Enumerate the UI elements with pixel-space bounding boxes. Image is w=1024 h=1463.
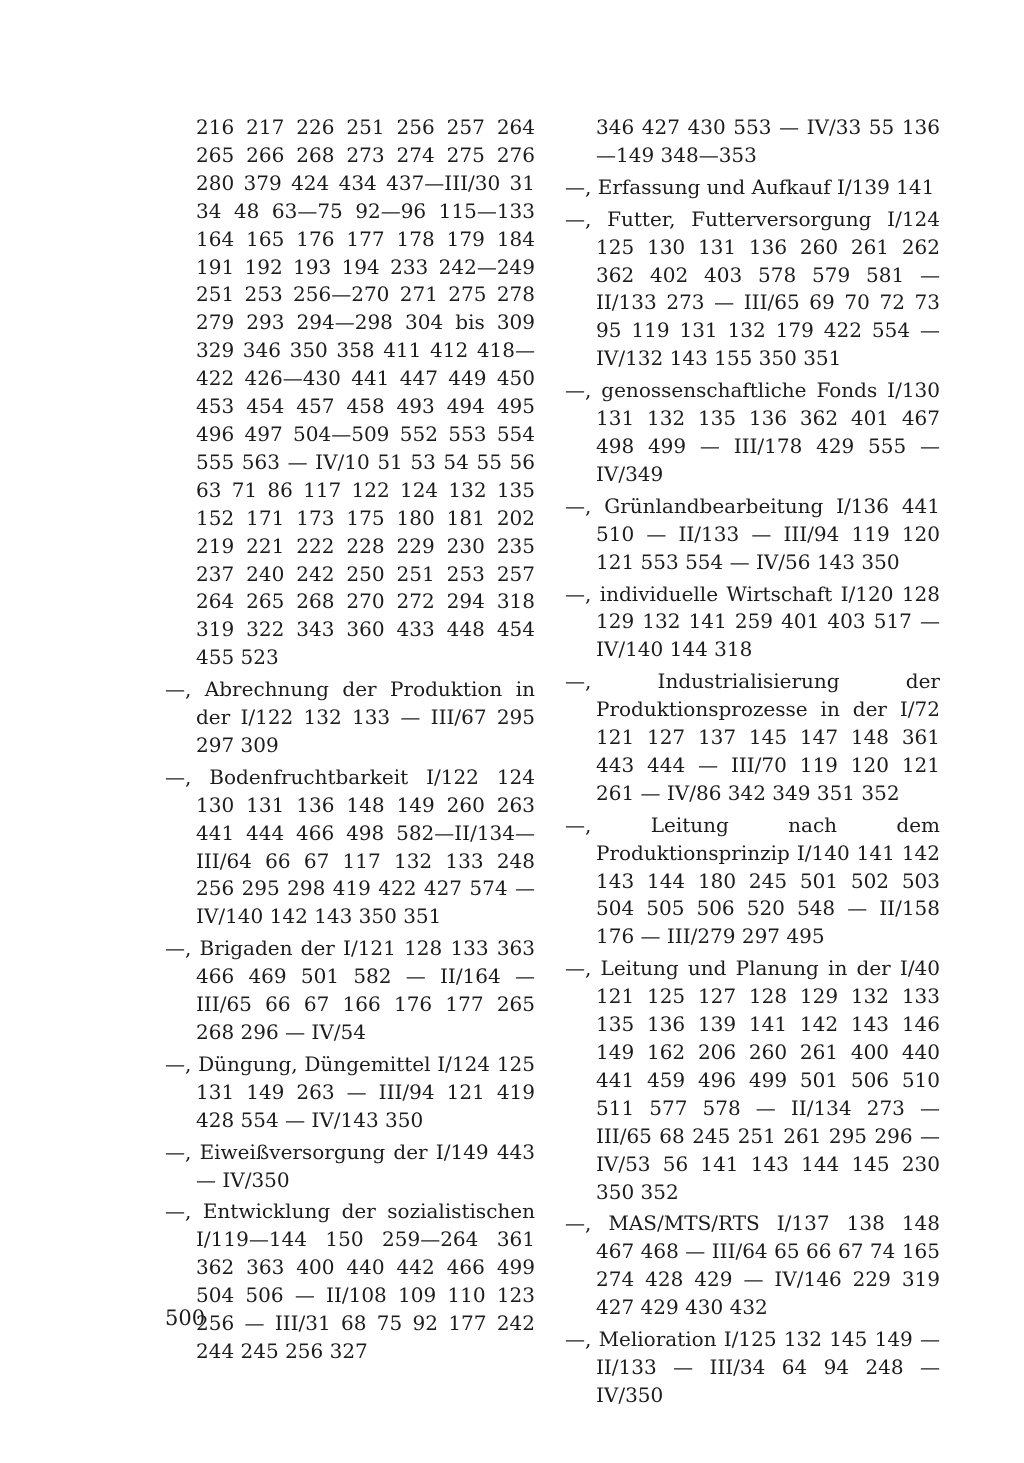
index-entry: —, genossenschaftliche Fonds I/130 131 132 135 136 362 401 467 498 499 — III/178 429 555 — IV/349 <box>565 378 940 486</box>
right-column <box>565 114 940 1414</box>
index-entry: —, Erfassung und Aufkauf I/139 141 <box>565 174 935 199</box>
index-entry: —, Brigaden der I/121 128 133 363 466 469 501 582 — II/164 — III/65 66 67 166 176 177 265 268 296 — IV/54 <box>165 936 535 1044</box>
index-entry: —, Düngung, Düngemittel I/124 125 131 149 263 — III/94 121 419 428 554 — IV/143 350 <box>165 1051 535 1132</box>
index-entry: —, Entwicklung der sozialistischen I/119—144 150 259—264 361 362 363 400 440 442 466 499 504 506 — II/108 109 110 123 256 — III/31 68 75 92 177 242 244 245 256 327 <box>165 1199 535 1363</box>
index-entry: 216 217 226 251 256 257 264 265 266 268 273 274 275 276 280 379 424 434 437—III/30 31 34 48 63—75 92—96 115—133 164 165 176 177 178 179 184 191 192 193 194 233 242—249 251 253 256—270 271 275 278 279 293 294—298 304 bis 309 329 346 350 358 411 412 418—422 426—430 441 447 449 450 453 454 457 458 493 494 495 496 497 504—509 552 553 554 555 563 — IV/10 51 53 54 55 56 63 71 86 117 122 124 132 135 152 171 173 175 180 181 202 219 221 222 228 229 230 235 237 240 242 250 251 253 257 264 265 268 270 272 294 318 319 322 343 360 433 448 454 455 523 <box>196 115 535 670</box>
index-entry: —, MAS/MTS/RTS I/137 138 148 467 468 — III/64 65 66 67 74 165 274 428 429 — IV/146 229 319 427 429 430 432 <box>565 1211 940 1320</box>
index-entry: —, Leitung nach dem Produktionsprinzip I/140 141 142 143 144 180 245 501 502 503 504 505 506 520 548 — II/158 176 — III/279 297 495 <box>565 812 940 949</box>
index-entry: —, Industrialisierung der Produktionsprozesse in der I/72 121 127 137 145 147 148 361 443 444 — III/70 119 120 121 261 — IV/86 342 349 351 352 <box>565 669 940 805</box>
index-entry: —, Futter, Futterversorgung I/124 125 130 131 136 260 261 262 362 402 403 578 579 581 — II/133 273 — III/65 69 70 72 73 95 119 131 132 179 422 554 — IV/132 143 155 350 351 <box>565 206 940 371</box>
index-entry: 346 427 430 553 — IV/33 55 136—149 348—353 <box>596 115 940 167</box>
index-entry: —, Grünlandbearbeitung I/136 441 510 — II/133 — III/94 119 120 121 553 554 — IV/56 143 350 <box>565 493 940 574</box>
index-entry: —, Melioration I/125 132 145 149 — II/133 — III/34 64 94 248 — IV/350 <box>565 1327 940 1407</box>
page-number: 500 <box>165 1306 206 1330</box>
left-column <box>165 114 535 1370</box>
index-entry: —, Bodenfruchtbarkeit I/122 124 130 131 136 148 149 260 263 441 444 466 498 582—II/134—III/64 66 67 117 132 133 248 256 295 298 419 422 427 574 — IV/140 142 143 350 351 <box>165 764 535 929</box>
index-entry: —, individuelle Wirtschaft I/120 128 129 132 141 259 401 403 517 — IV/140 144 318 <box>565 581 940 662</box>
index-entry: —, Eiweißversorgung der I/149 443— IV/350 <box>165 1139 535 1192</box>
index-entry: —, Leitung und Planung in der I/40 121 125 127 128 129 132 133 135 136 139 141 142 143 146 149 162 206 260 261 400 440 441 459 496 499 501 506 510 511 577 578 — II/134 273 — III/65 68 245 251 261 295 296 — IV/53 56 141 143 144 145 230 350 352 <box>565 956 940 1204</box>
index-entry: —, Abrechnung der Produktion in der I/122 132 133 — III/67 295 297 309 <box>165 677 535 757</box>
